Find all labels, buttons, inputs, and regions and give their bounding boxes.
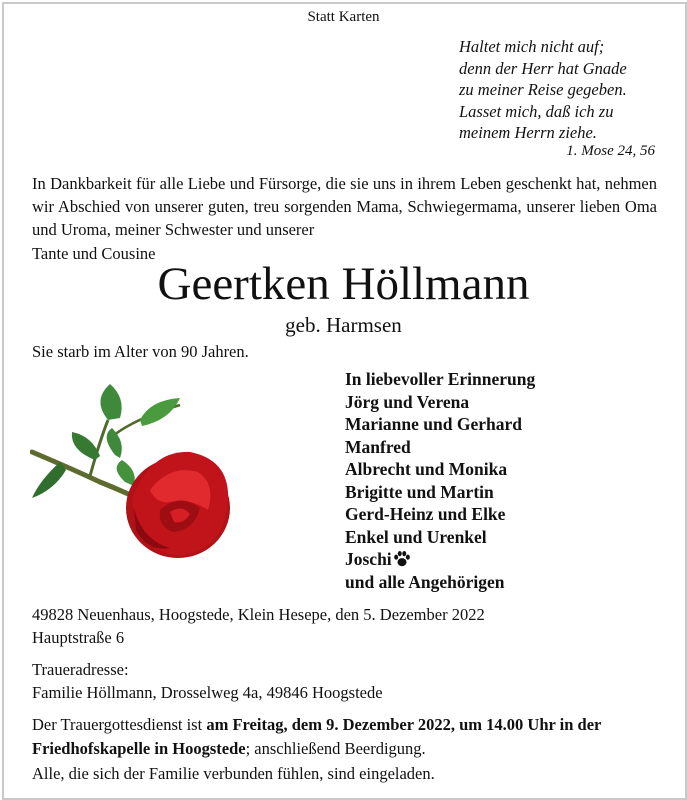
- rose-image: [30, 380, 240, 565]
- service-text: Der Trauergottesdienst ist: [32, 715, 207, 734]
- service-announcement: [32, 713, 657, 760]
- intro-text: In Dankbarkeit für alle Liebe und Fürsorge, die sie uns in ihrem Leben geschenkt hat, nehmen wir Abschied von unserer guten, treu sorgenden Mama, Schwiegermama, unserer lieben Oma und Uroma, meiner Schwester und unserer: [32, 174, 657, 240]
- intro-text-end: Tante und Cousine: [32, 243, 156, 263]
- service-text-end: ; anschließend Beerdigung.: [245, 738, 426, 758]
- invitation: Alle, die sich der Familie verbunden fühlen, sind eingeladen.: [32, 764, 435, 783]
- street-address: Hauptstraße 6: [32, 628, 125, 647]
- mourner-name: Joschi: [345, 549, 392, 569]
- quote-line: denn der Herr hat Gnade: [459, 58, 627, 78]
- intro-paragraph: [32, 172, 657, 265]
- mourner-pet-row: [345, 548, 535, 571]
- quote-line: meinem Herrn ziehe.: [459, 123, 597, 142]
- mourner-name: Enkel und Urenkel: [345, 526, 487, 547]
- quote-reference: 1. Mose 24, 56: [566, 143, 655, 159]
- mourner-name: Gerd-Heinz und Elke: [345, 504, 506, 524]
- mourner-name: Marianne und Gerhard: [345, 414, 522, 434]
- age-statement: Sie starb im Alter von 90 Jahren.: [32, 342, 249, 361]
- deceased-name: Geertken Höllmann: [157, 258, 530, 310]
- quote-line: zu meiner Reise gegeben.: [459, 80, 627, 99]
- mourner-name: Brigitte und Martin: [345, 481, 494, 502]
- maiden-name: geb. Harmsen: [285, 313, 402, 337]
- mourners-closing: und alle Angehörigen: [345, 571, 505, 592]
- paw-icon: [393, 550, 411, 568]
- bible-quote: [459, 36, 627, 144]
- quote-line: Lasset mich, daß ich zu: [459, 101, 614, 121]
- mourner-name: Albrecht und Monika: [345, 459, 508, 479]
- mourners-list: [345, 368, 535, 593]
- mourning-address: Familie Höllmann, Drosselweg 4a, 49846 Hoogstede: [32, 683, 383, 702]
- mourner-name: Jörg und Verena: [345, 391, 470, 412]
- place-date: 49828 Neuenhaus, Hoogstede, Klein Hesepe, den 5. Dezember 2022: [32, 605, 485, 624]
- service-details: am Freitag, dem 9. Dezember 2022, um 14.00 Uhr in der Friedhofskapelle in Hoogstede: [32, 715, 602, 758]
- header-text: Statt Karten: [307, 9, 380, 25]
- mourning-address-label: Traueradresse:: [32, 660, 129, 679]
- mourners-heading: In liebevoller Erinnerung: [345, 369, 536, 389]
- quote-line: Haltet mich nicht auf;: [459, 37, 605, 56]
- mourner-name: Manfred: [345, 436, 411, 457]
